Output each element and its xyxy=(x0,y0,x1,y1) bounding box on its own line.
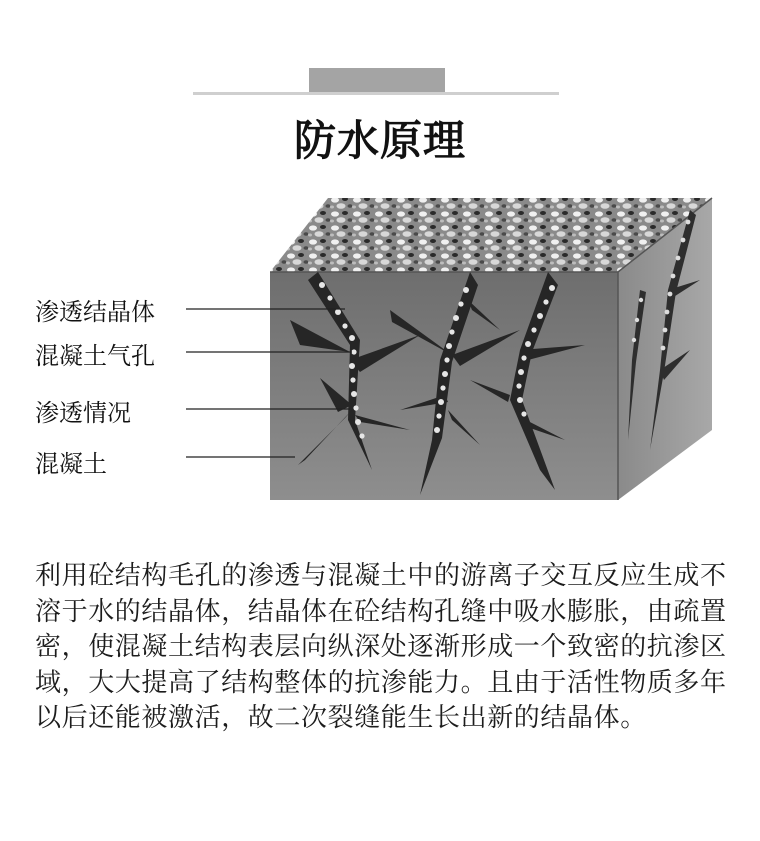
label-concrete: 混凝土 xyxy=(35,450,107,478)
label-penetration-state: 渗透情况 xyxy=(35,399,131,427)
label-crystal-penetration: 渗透结晶体 xyxy=(35,298,155,326)
principle-description: 利用砼结构毛孔的渗透与混凝土中的游离子交互反应生成不溶于水的结晶体，结晶体在砼结构孔缝中吸水膨胀，由疏置密，使混凝土结构表层向纵深处逐渐形成一个致密的抗渗区域，大大提高了结构整体的抗渗能力。且由于活性物质多年以后还能被激活，故二次裂缝能生长出新的结晶体。 xyxy=(35,561,727,733)
label-concrete-pores: 混凝土气孔 xyxy=(35,342,155,370)
header-divider-line xyxy=(193,92,559,95)
header-decoration-bar xyxy=(309,68,445,93)
page-title: 防水原理 xyxy=(293,116,466,165)
